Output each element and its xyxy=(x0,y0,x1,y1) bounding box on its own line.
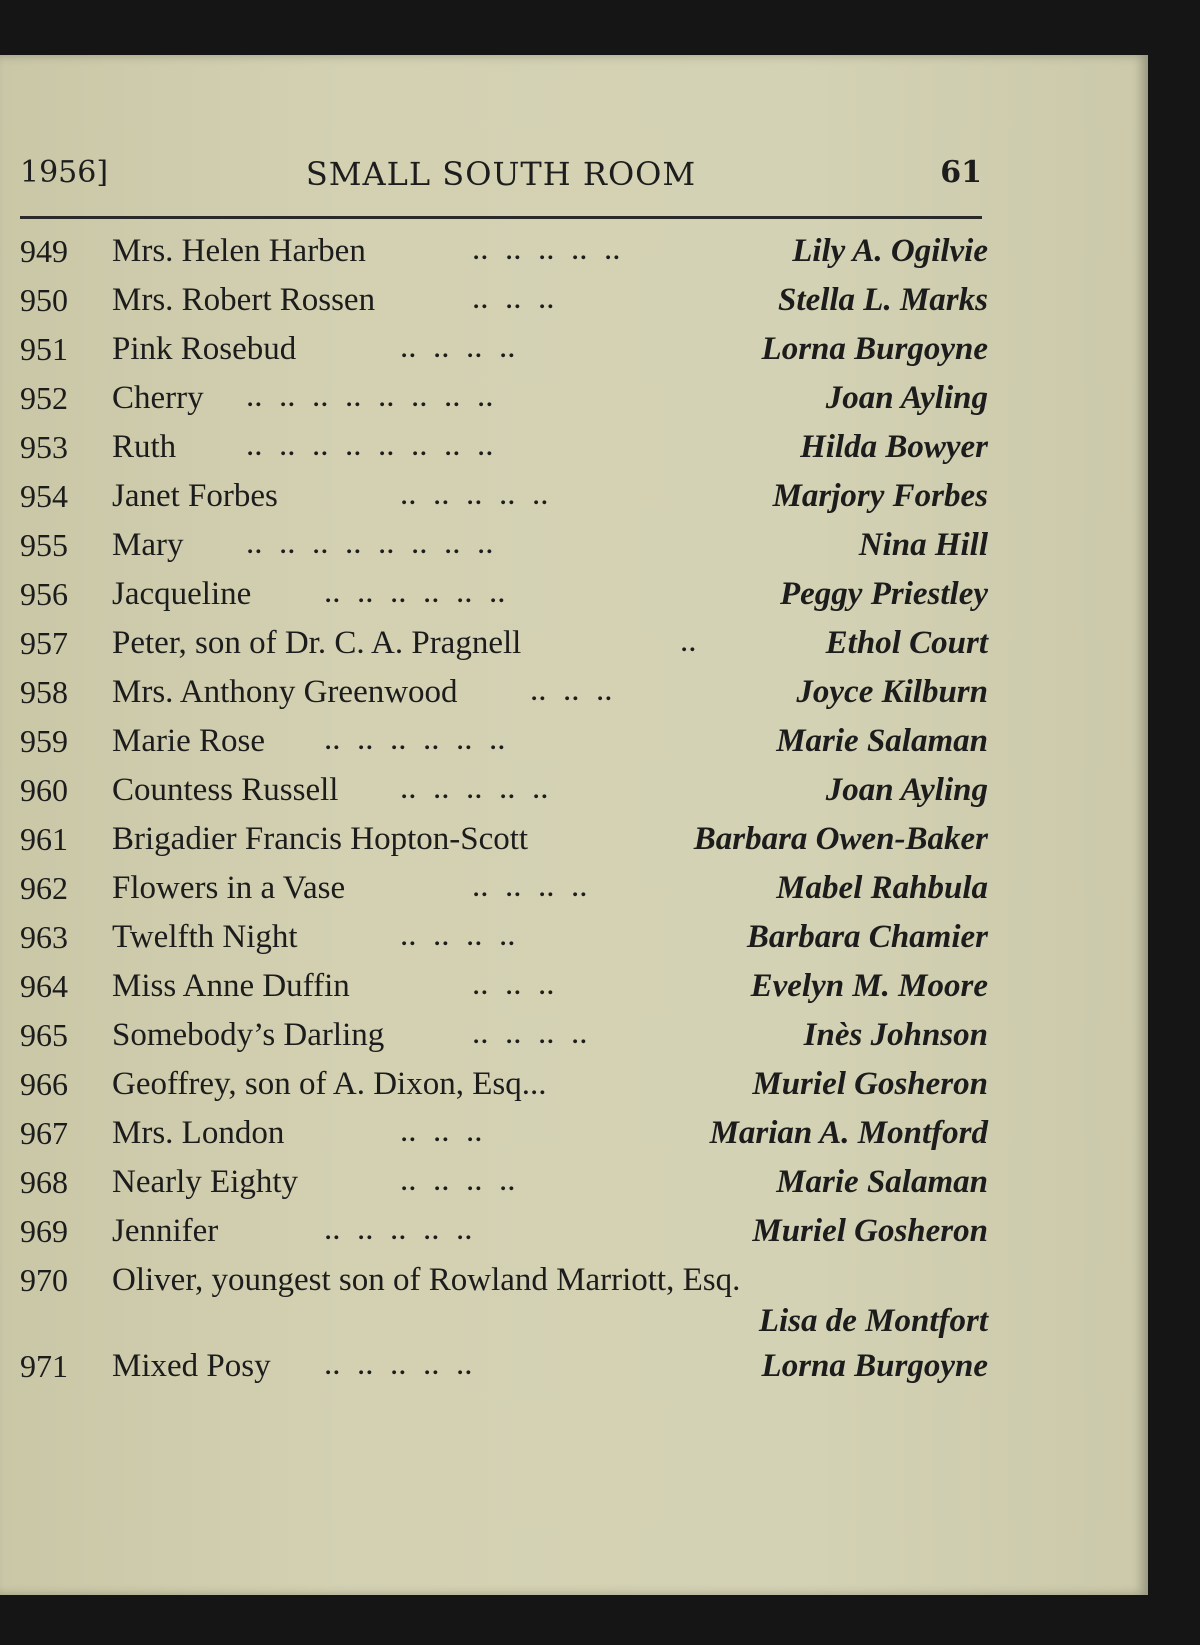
leader-dots: .. .. .. .. .. .. .. .. xyxy=(246,525,494,561)
entry-number: 970 xyxy=(20,1262,68,1298)
catalogue-entry xyxy=(20,421,988,470)
catalogue-entry xyxy=(20,274,988,323)
entry-artist: Inès Johnson xyxy=(803,1017,988,1053)
leader-dots: .. .. .. xyxy=(472,966,555,1002)
catalogue-entry xyxy=(20,960,988,1009)
entry-title: Mrs. Helen Harben xyxy=(112,233,366,269)
leader-dots: .. .. .. .. .. xyxy=(324,1211,473,1247)
entry-title: Twelfth Night xyxy=(112,919,298,955)
catalogue-entry xyxy=(20,519,988,568)
entry-artist: Muriel Gosheron xyxy=(752,1066,988,1102)
catalogue-entry xyxy=(20,1058,988,1107)
entry-title: Mrs. Anthony Greenwood xyxy=(112,674,458,710)
entry-artist: Marie Salaman xyxy=(776,1164,988,1200)
book-page xyxy=(0,55,1148,1595)
catalogue-entry xyxy=(20,666,988,715)
entry-artist: Muriel Gosheron xyxy=(752,1213,988,1249)
leader-dots: .. .. .. .. .. xyxy=(324,1346,473,1382)
entry-title: Jennifer xyxy=(112,1213,219,1249)
entry-artist: Ethol Court xyxy=(825,625,988,661)
entry-artist: Marjory Forbes xyxy=(772,478,988,514)
entry-number: 958 xyxy=(20,674,68,710)
leader-dots: .. .. .. .. .. .. xyxy=(324,574,506,610)
entry-artist: Peggy Priestley xyxy=(780,576,988,612)
catalogue-entry xyxy=(20,1009,988,1058)
entry-number: 961 xyxy=(20,821,68,857)
entry-number: 955 xyxy=(20,527,68,563)
entry-artist: Lorna Burgoyne xyxy=(761,1348,988,1384)
entry-artist: Joyce Kilburn xyxy=(796,674,988,710)
entry-number: 953 xyxy=(20,429,68,465)
leader-dots: .. .. .. .. .. xyxy=(400,770,549,806)
entry-artist: Lily A. Ogilvie xyxy=(792,233,988,269)
entry-number: 962 xyxy=(20,870,68,906)
catalogue-entry xyxy=(20,813,988,862)
leader-dots: .. .. .. .. xyxy=(400,917,516,953)
entry-number: 952 xyxy=(20,380,68,416)
entry-artist: Joan Ayling xyxy=(825,380,988,416)
entry-title: Mrs. Robert Rossen xyxy=(112,282,376,318)
entry-title: Mixed Posy xyxy=(112,1348,271,1384)
catalogue-entry xyxy=(20,1156,988,1205)
entry-title: Miss Anne Duffin xyxy=(112,968,350,1004)
catalogue-entry xyxy=(20,372,988,421)
leader-dots: .. .. .. xyxy=(472,280,555,316)
catalogue-entry xyxy=(20,1107,988,1156)
catalogue-entry xyxy=(20,1254,988,1340)
leader-dots: .. .. .. .. .. .. .. .. xyxy=(246,427,494,463)
leader-dots: .. .. .. .. xyxy=(400,1162,516,1198)
entry-title: Mary xyxy=(112,527,184,563)
leader-dots: .. .. .. xyxy=(530,672,613,708)
entry-title: Oliver, youngest son of Rowland Marriott, Esq. xyxy=(112,1262,741,1298)
entry-title: Cherry xyxy=(112,380,204,416)
entry-title: Somebody’s Darling xyxy=(112,1017,385,1053)
entry-artist: Lisa de Montfort xyxy=(758,1303,988,1339)
entry-number: 960 xyxy=(20,772,68,808)
leader-dots: .. .. .. .. .. xyxy=(472,231,621,267)
entry-number: 965 xyxy=(20,1017,68,1053)
entry-title: Mrs. London xyxy=(112,1115,285,1151)
entry-title: Countess Russell xyxy=(112,772,339,808)
leader-dots: .. .. .. .. xyxy=(472,868,588,904)
entry-number: 959 xyxy=(20,723,68,759)
entry-artist: Hilda Bowyer xyxy=(800,429,988,465)
entry-artist: Lorna Burgoyne xyxy=(761,331,988,367)
entry-artist: Stella L. Marks xyxy=(778,282,988,318)
catalogue-entry xyxy=(20,323,988,372)
catalogue-entry xyxy=(20,1340,988,1389)
leader-dots: .. .. .. .. xyxy=(472,1015,588,1051)
entry-title: Janet Forbes xyxy=(112,478,278,514)
entry-title: Ruth xyxy=(112,429,177,465)
entry-artist: Joan Ayling xyxy=(825,772,988,808)
page-number: 61 xyxy=(940,155,982,190)
section-title: SMALL SOUTH ROOM xyxy=(305,155,697,193)
entry-title: Geoffrey, son of A. Dixon, Esq... xyxy=(112,1066,547,1102)
catalogue-entry xyxy=(20,911,988,960)
entry-number: 967 xyxy=(20,1115,68,1151)
entry-artist: Barbara Owen-Baker xyxy=(693,821,988,857)
entry-number: 964 xyxy=(20,968,68,1004)
catalogue-entry xyxy=(20,1205,988,1254)
header-year: 1956] xyxy=(20,155,109,190)
entry-number: 966 xyxy=(20,1066,68,1102)
entry-artist: Barbara Chamier xyxy=(746,919,988,955)
entry-artist: Marian A. Montford xyxy=(709,1115,988,1151)
entry-number: 951 xyxy=(20,331,68,367)
leader-dots: .. .. .. .. xyxy=(400,329,516,365)
entry-number: 963 xyxy=(20,919,68,955)
entry-title: Jacqueline xyxy=(112,576,252,612)
entry-number: 968 xyxy=(20,1164,68,1200)
catalogue-list xyxy=(20,225,988,1389)
entry-artist: Mabel Rahbula xyxy=(776,870,988,906)
catalogue-entry xyxy=(20,617,988,666)
leader-dots: .. .. .. xyxy=(400,1113,483,1149)
entry-title: Flowers in a Vase xyxy=(112,870,346,906)
entry-number: 950 xyxy=(20,282,68,318)
header-rule xyxy=(20,216,982,219)
catalogue-entry xyxy=(20,862,988,911)
entry-artist: Evelyn M. Moore xyxy=(750,968,988,1004)
leader-dots: .. xyxy=(680,623,697,659)
catalogue-entry xyxy=(20,715,988,764)
entry-number: 954 xyxy=(20,478,68,514)
leader-dots: .. .. .. .. .. xyxy=(400,476,549,512)
catalogue-entry xyxy=(20,225,988,274)
entry-artist: Marie Salaman xyxy=(776,723,988,759)
entry-title: Nearly Eighty xyxy=(112,1164,299,1200)
running-header xyxy=(20,155,982,205)
entry-title: Brigadier Francis Hopton-Scott xyxy=(112,821,529,857)
entry-number: 971 xyxy=(20,1348,68,1384)
entry-title: Pink Rosebud xyxy=(112,331,297,367)
entry-number: 949 xyxy=(20,233,68,269)
entry-title: Peter, son of Dr. C. A. Pragnell xyxy=(112,625,522,661)
catalogue-entry xyxy=(20,470,988,519)
entry-number: 969 xyxy=(20,1213,68,1249)
catalogue-entry xyxy=(20,764,988,813)
entry-title: Marie Rose xyxy=(112,723,266,759)
leader-dots: .. .. .. .. .. .. xyxy=(324,721,506,757)
entry-artist: Nina Hill xyxy=(858,527,988,563)
catalogue-entry xyxy=(20,568,988,617)
entry-number: 957 xyxy=(20,625,68,661)
leader-dots: .. .. .. .. .. .. .. .. xyxy=(246,378,494,414)
entry-number: 956 xyxy=(20,576,68,612)
